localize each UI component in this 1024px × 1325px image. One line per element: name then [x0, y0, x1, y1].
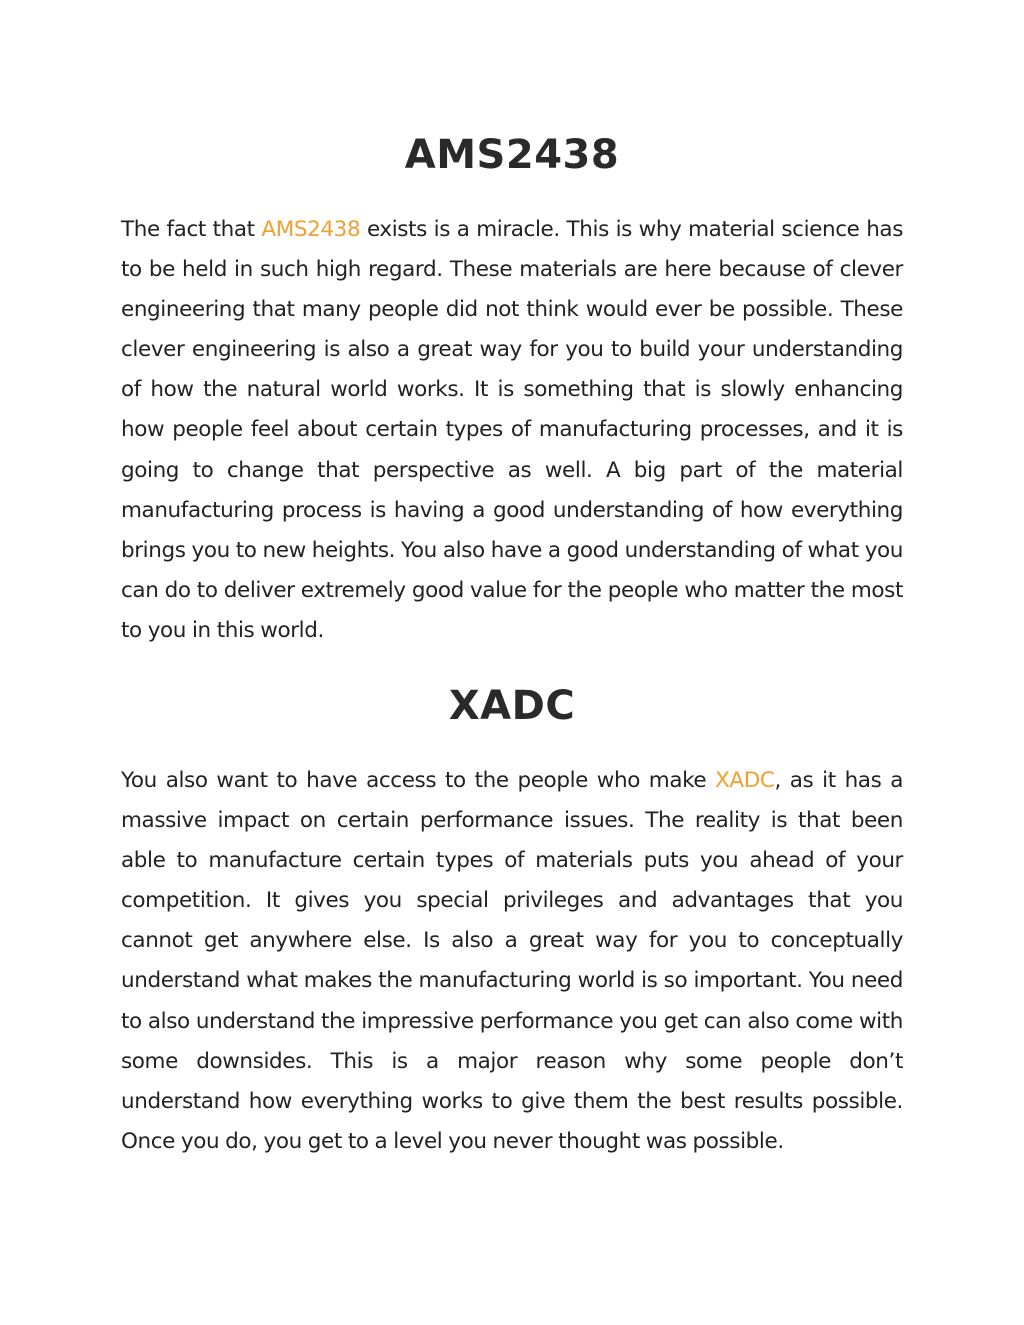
section-heading-ams2438: AMS2438: [404, 132, 620, 178]
section-paragraph-ams2438: [121, 210, 903, 651]
paragraph-text-end: , as it has a massive impact on certain performance issues. The reality is that been able to manufacture certain types of materials puts you ahead of your competition. It gives you special privileges and advantages that you cannot get anywhere else. Is also a great way for you to conceptually understand what makes the manufacturing world is so important. You need to also understand the impressive performance you get can also come with some downsides. This is a major reason why some people don’t understand how everything works to give them the best results possible. Once you do, you get to a level you never thought was possible.: [121, 768, 903, 1154]
paragraph-text-start: The fact that: [121, 217, 262, 242]
section-heading-xadc: XADC: [448, 683, 576, 729]
ams2438-link[interactable]: AMS2438: [261, 217, 361, 242]
section-paragraph-xadc: [121, 761, 903, 1162]
paragraph-text-start: You also want to have access to the people who make: [121, 768, 716, 793]
xadc-link[interactable]: XADC: [715, 768, 775, 793]
paragraph-text-end: exists is a miracle. This is why material science has to be held in such high regard. These materials are here because of clever engineering that many people did not think would ever be possible. These clever engineering is also a great way for you to build your understanding of how the natural world works. It is something that is slowly enhancing how people feel about certain types of manufacturing processes, and it is going to change that perspective as well. A big part of the material manufacturing process is having a good understanding of how everything brings you to new heights. You also have a good understanding of what you can do to deliver extremely good value for the people who matter the most to you in this world.: [121, 217, 903, 643]
